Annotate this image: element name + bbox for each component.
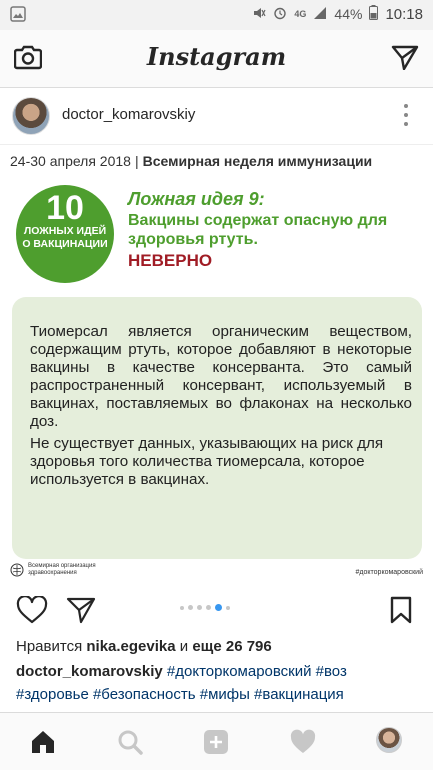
who-logo — [10, 563, 96, 577]
image-dates: 24-30 апреля 2018 — [10, 153, 131, 169]
mute-icon — [252, 6, 266, 23]
explanation-paragraph-2: Не существует данных, указывающих на риск для здоровья того количества тиомерсала, которое используется в вакцинах. — [30, 435, 384, 488]
caption-hashtags-1[interactable]: #докторкомаровский #воз — [166, 663, 347, 680]
app-logo: Instagram — [146, 42, 287, 71]
add-post-icon[interactable] — [203, 729, 229, 760]
myth-title: Ложная идея 9: — [128, 189, 265, 209]
myths-badge — [16, 185, 114, 283]
carousel-dot-active — [215, 604, 222, 611]
post-header — [0, 88, 433, 144]
image-header-line: 24-30 апреля 2018 | Всемирная неделя иммунизации — [10, 153, 373, 169]
likes-count[interactable]: еще 26 796 — [192, 638, 272, 655]
badge-line-1: ЛОЖНЫХ ИДЕЙ — [23, 225, 107, 237]
profile-avatar-icon[interactable] — [376, 727, 402, 753]
carousel-dot — [206, 605, 211, 610]
clock: 10:18 — [385, 5, 423, 23]
bottom-navigation — [0, 712, 433, 770]
verdict-label: НЕВЕРНО — [128, 251, 213, 270]
carousel-dot — [197, 605, 202, 610]
carousel-dot — [226, 606, 230, 610]
caption-hashtags-2[interactable]: #здоровье #безопасность #мифы #вакцинация — [16, 686, 344, 703]
who-line-1: Всемирная организация — [28, 563, 96, 569]
gallery-notification-icon — [10, 6, 26, 27]
app-header — [0, 30, 433, 88]
home-icon[interactable] — [30, 729, 56, 760]
myth-text: Вакцины содержат опасную для здоровья ртуть. — [128, 212, 388, 248]
battery-icon — [369, 5, 378, 23]
network-label: 4G — [294, 9, 307, 19]
post-username[interactable]: doctor_komarovskiy — [62, 106, 196, 123]
post-image[interactable] — [0, 144, 433, 588]
carousel-dot — [180, 606, 184, 610]
bookmark-icon[interactable] — [389, 596, 413, 629]
like-heart-icon[interactable] — [16, 596, 48, 629]
image-event: Всемирная неделя иммунизации — [142, 153, 373, 169]
activity-heart-icon[interactable] — [289, 729, 317, 760]
share-icon[interactable] — [66, 596, 96, 629]
likes-line — [16, 638, 272, 655]
signal-icon — [313, 6, 327, 23]
direct-message-icon[interactable] — [391, 44, 419, 75]
status-bar — [0, 0, 433, 30]
badge-line-2: О ВАКЦИНАЦИИ — [22, 238, 108, 250]
badge-number: 10 — [46, 189, 84, 227]
who-line-2: здравоохранения — [28, 570, 77, 576]
explanation-paragraph-1: Тиомерсал является органическим веществом, содержащим ртуть, которое добавляют в некоторые вакцины в качестве консерванта. Это самый распространенный консервант, используемый в вакцинах, поставляемых во флаконах на несколько доз. — [30, 323, 412, 430]
carousel-indicator — [180, 604, 230, 611]
image-hashtag: #докторкомаровский — [355, 569, 423, 576]
explanation-box — [12, 297, 422, 559]
search-icon[interactable] — [117, 729, 143, 760]
caption-author[interactable]: doctor_komarovskiy — [16, 663, 163, 680]
avatar[interactable] — [12, 97, 50, 135]
battery-percent: 44% — [334, 6, 363, 22]
alarm-icon — [273, 6, 287, 23]
likes-user[interactable]: nika.egevika — [86, 638, 176, 655]
more-options-icon[interactable] — [403, 104, 409, 128]
likes-prefix: Нравится — [16, 638, 83, 655]
who-emblem-icon — [10, 563, 24, 577]
post-actions — [0, 588, 433, 634]
carousel-dot — [188, 605, 193, 610]
likes-connector: и — [179, 638, 189, 655]
post-caption — [16, 660, 426, 706]
